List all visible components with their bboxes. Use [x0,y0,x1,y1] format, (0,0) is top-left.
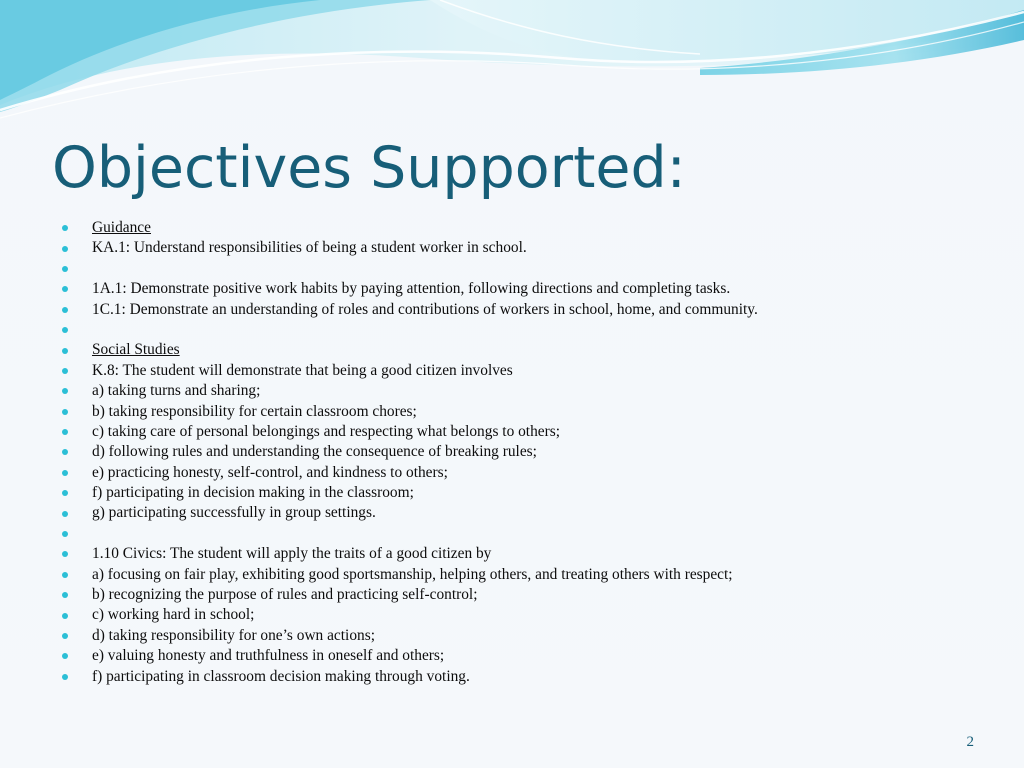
bullet-item [62,605,1002,625]
bullet-dot-icon [62,348,68,354]
bullet-item [62,544,1002,564]
bullet-text: 1A.1: Demonstrate positive work habits by paying attention, following directions and completing tasks. [92,280,731,298]
wave-decoration [0,0,1024,130]
bullet-text: 1C.1: Demonstrate an understanding of roles and contributions of workers in school, home, and community. [92,300,758,318]
bullet-item [62,381,1002,401]
bullet-item [62,361,1002,381]
bullet-item [62,238,1002,258]
bullet-dot-icon [62,633,68,639]
bullet-dot-icon [62,266,68,272]
bullet-item [62,463,1002,483]
bullet-text: g) participating successfully in group settings. [92,504,376,522]
bullet-dot-icon [62,286,68,292]
section-heading: Guidance [92,219,151,236]
bullet-text: c) working hard in school; [92,606,255,624]
bullet-dot-icon [62,490,68,496]
bullet-dot-icon [62,613,68,619]
bullet-text: a) focusing on fair play, exhibiting good sportsmanship, helping others, and treating others with respect; [92,565,733,583]
page-number: 2 [966,734,974,750]
bullet-list [62,218,1002,687]
bullet-text: d) taking responsibility for one’s own actions; [92,626,375,644]
bullet-text: b) recognizing the purpose of rules and practicing self-control; [92,586,478,604]
bullet-item [62,422,1002,442]
bullet-dot-icon [62,368,68,374]
bullet-item [62,340,1002,360]
bullet-item [62,320,1002,340]
bullet-dot-icon [62,327,68,333]
bullet-dot-icon [62,307,68,313]
bullet-text: c) taking care of personal belongings and respecting what belongs to others; [92,422,560,440]
bullet-text: d) following rules and understanding the consequence of breaking rules; [92,443,537,461]
bullet-item [62,503,1002,523]
bullet-dot-icon [62,449,68,455]
bullet-dot-icon [62,531,68,537]
bullet-dot-icon [62,470,68,476]
bullet-text: f) participating in decision making in the classroom; [92,484,414,502]
bullet-dot-icon [62,429,68,435]
bullet-item [62,279,1002,299]
bullet-text: b) taking responsibility for certain classroom chores; [92,402,417,420]
bullet-dot-icon [62,674,68,680]
bullet-item [62,300,1002,320]
section-heading: Social Studies [92,341,180,359]
bullet-dot-icon [62,511,68,517]
bullet-item [62,483,1002,503]
bullet-item [62,667,1002,687]
bullet-dot-icon [62,592,68,598]
bullet-text: KA.1: Understand responsibilities of being a student worker in school. [92,239,527,257]
bullet-dot-icon [62,225,68,231]
bullet-item [62,626,1002,646]
bullet-text: 1.10 Civics: The student will apply the traits of a good citizen by [92,545,492,563]
bullet-item [62,259,1002,279]
bullet-item [62,402,1002,422]
bullet-text: e) practicing honesty, self-control, and kindness to others; [92,463,448,481]
bullet-dot-icon [62,653,68,659]
bullet-item [62,585,1002,605]
bullet-item [62,218,1002,238]
bullet-dot-icon [62,388,68,394]
bullet-text: e) valuing honesty and truthfulness in oneself and others; [92,647,445,665]
bullet-item [62,646,1002,666]
bullet-dot-icon [62,246,68,252]
bullet-dot-icon [62,551,68,557]
bullet-dot-icon [62,409,68,415]
bullet-item [62,442,1002,462]
bullet-dot-icon [62,572,68,578]
bullet-item [62,524,1002,544]
bullet-item [62,565,1002,585]
bullet-text: f) participating in classroom decision making through voting. [92,667,470,685]
bullet-text: a) taking turns and sharing; [92,382,261,400]
slide-title: Objectives Supported: [52,135,686,201]
bullet-text: K.8: The student will demonstrate that being a good citizen involves [92,361,513,379]
